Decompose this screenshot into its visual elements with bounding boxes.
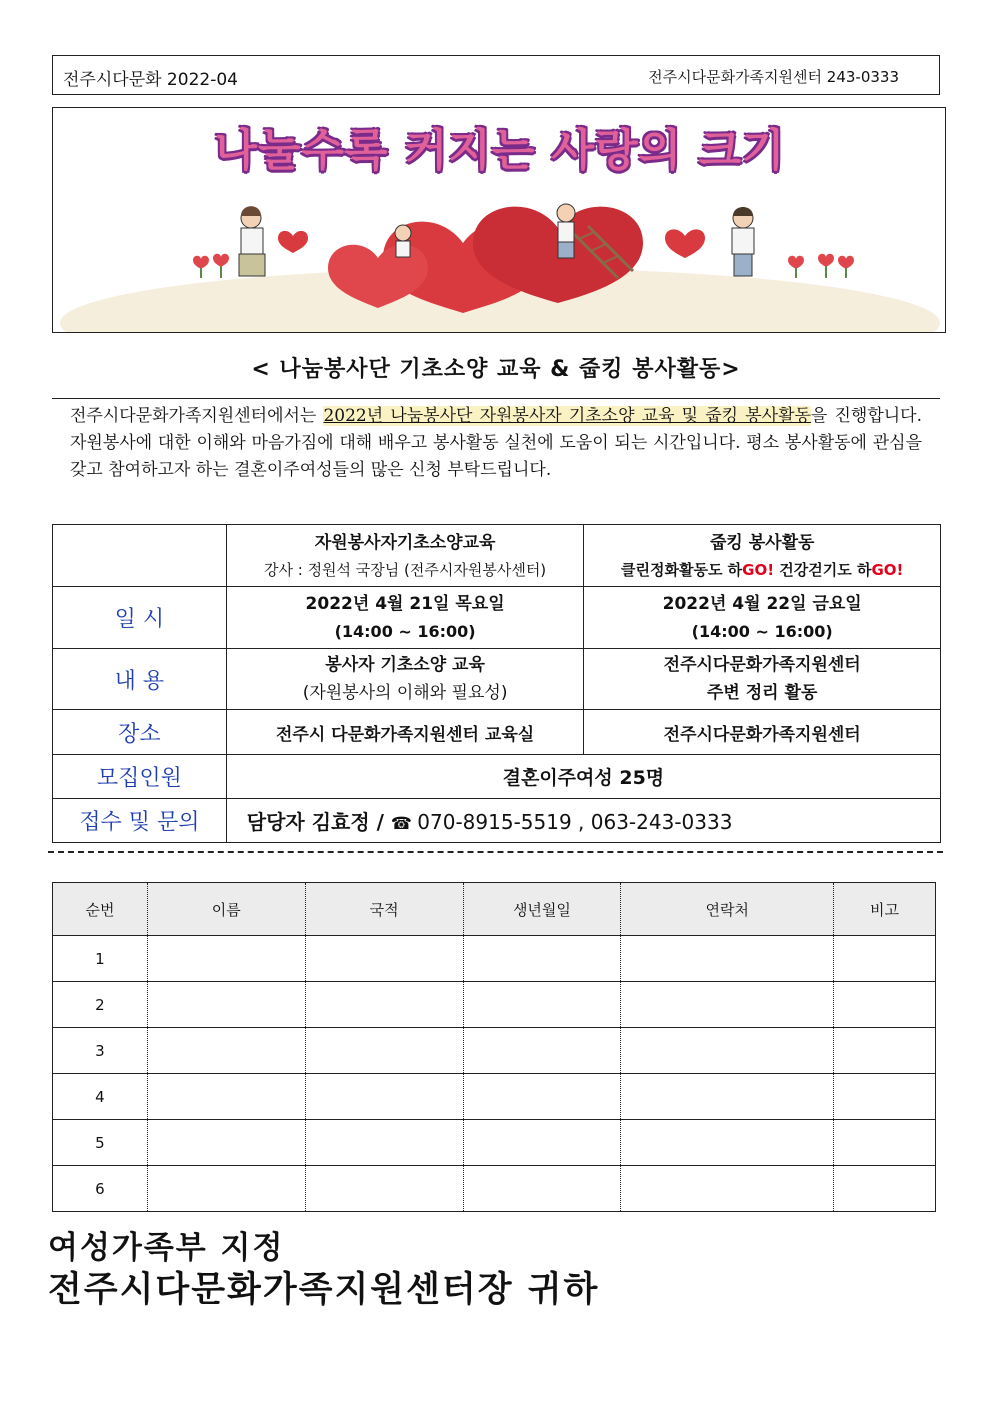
plogging-datetime-cell [584,587,941,649]
registration-table [52,882,936,1212]
table-row [53,982,936,1028]
education-datetime-cell [226,587,584,649]
footer-addressee: 전주시다문화가족지원센터장 귀하 [48,1270,600,1310]
education-header-cell [226,525,584,587]
nationality-cell[interactable] [305,1074,463,1120]
row-number: 3 [53,1028,148,1074]
contact-cell[interactable] [621,982,834,1028]
header-nationality: 국적 [305,883,463,936]
footer-designation: 여성가족부 지정 [48,1230,285,1266]
banner-title: 나눌수록 커지는 사랑의 크기 [214,125,786,176]
datetime-label: 일 시 [53,587,227,649]
slogan-go-2: GO! [871,560,904,579]
document-header [52,55,940,95]
contact-cell[interactable] [621,1166,834,1212]
registration-header-row [53,883,936,936]
place-label: 장소 [53,710,227,755]
name-cell[interactable] [147,1120,305,1166]
plogging-date: 2022년 4월 22일 금요일 [662,593,862,614]
plogging-time: (14:00 ~ 16:00) [691,621,833,641]
plogging-place: 전주시다문화가족지원센터 [584,710,941,755]
plogging-content-cell [584,649,941,710]
info-corner-cell [53,525,227,587]
birthdate-cell[interactable] [463,1166,621,1212]
birthdate-cell[interactable] [463,982,621,1028]
plogging-title: 줍킹 봉사활동 [709,532,815,553]
table-row [53,1166,936,1212]
intro-paragraph [52,398,940,484]
slogan-part-b: 건강걷기도 하 [774,560,872,579]
name-cell[interactable] [147,982,305,1028]
table-row [53,1120,936,1166]
remarks-cell[interactable] [834,1074,936,1120]
inquiry-person: 담당자 김효정 / [246,810,391,834]
row-number: 4 [53,1074,148,1120]
recruit-label: 모집인원 [53,755,227,799]
remarks-cell[interactable] [834,982,936,1028]
banner [52,107,946,333]
intro-highlight: 2022년 나눔봉사단 자원봉사자 기초소양 교육 및 줍킹 봉사활동 [323,406,811,426]
table-row [53,1074,936,1120]
nationality-cell[interactable] [305,1028,463,1074]
nationality-cell[interactable] [305,982,463,1028]
plogging-header-cell [584,525,941,587]
education-time: (14:00 ~ 16:00) [334,621,476,641]
header-birthdate: 생년월일 [463,883,621,936]
header-contact: 연락처 [621,883,834,936]
contact-cell[interactable] [621,1120,834,1166]
recruit-value: 결혼이주여성 25명 [226,755,940,799]
remarks-cell[interactable] [834,936,936,982]
education-content-cell [226,649,584,710]
nationality-cell[interactable] [305,936,463,982]
name-cell[interactable] [147,1166,305,1212]
birthdate-cell[interactable] [463,1028,621,1074]
contact-cell[interactable] [621,936,834,982]
name-cell[interactable] [147,1028,305,1074]
event-info-table [52,524,941,843]
education-place: 전주시 다문화가족지원센터 교육실 [226,710,584,755]
contact-cell[interactable] [621,1028,834,1074]
header-name: 이름 [147,883,305,936]
plogging-content-line1: 전주시다문화가족지원센터 [663,655,861,675]
table-row [53,936,936,982]
document-code: 전주시다문화 2022-04 [63,70,238,90]
name-cell[interactable] [147,1074,305,1120]
intro-after: 을 진행합니다. 자원봉사에 대한 이해와 마음가짐에 대해 배우고 봉사활동 실천에 도움이 되는 시간입니다. 평소 봉사활동에 관심을 갖고 참여하고자 하는 결혼이주여성들의 많은 신청 부탁드립니다. [70,406,923,480]
row-number: 6 [53,1166,148,1212]
remarks-cell[interactable] [834,1166,936,1212]
slogan-part-a: 클린정화활동도 하 [621,560,743,579]
datetime-row [53,587,941,649]
education-title: 자원봉사자기초소양교육 [314,532,496,553]
content-row [53,649,941,710]
intro-before: 전주시다문화가족지원센터에서는 [70,406,324,426]
row-number: 5 [53,1120,148,1166]
remarks-cell[interactable] [834,1028,936,1074]
remarks-cell[interactable] [834,1120,936,1166]
place-row [53,710,941,755]
education-content-line2: (자원봉사의 이해와 필요성) [302,683,508,703]
education-content-line1: 봉사자 기초소양 교육 [325,655,485,675]
education-date: 2022년 4월 21일 목요일 [305,593,505,614]
inquiry-label: 접수 및 문의 [53,799,227,843]
plogging-slogan [584,557,940,583]
plogging-content-line2: 주변 정리 활동 [707,683,818,703]
header-remarks: 비고 [834,883,936,936]
content-label: 내 용 [53,649,227,710]
contact-cell[interactable] [621,1074,834,1120]
header-number: 순번 [53,883,148,936]
birthdate-cell[interactable] [463,936,621,982]
inquiry-phones: 070-8915-5519 , 063-243-0333 [417,810,733,834]
name-cell[interactable] [147,936,305,982]
inquiry-value [226,799,940,843]
birthdate-cell[interactable] [463,1120,621,1166]
slogan-go-1: GO! [742,560,775,579]
phone-icon: ☎ [390,814,413,834]
table-row [53,1028,936,1074]
nationality-cell[interactable] [305,1120,463,1166]
info-header-row [53,525,941,587]
inquiry-row [53,799,941,843]
education-instructor: 강사 : 정원석 국장님 (전주시자원봉사센터) [264,560,547,579]
row-number: 2 [53,982,148,1028]
nationality-cell[interactable] [305,1166,463,1212]
center-contact: 전주시다문화가족지원센터 243-0333 [648,68,899,86]
event-subtitle: < 나눔봉사단 기초소양 교육 & 줍킹 봉사활동> [251,357,741,382]
row-number: 1 [53,936,148,982]
cut-line-divider [48,851,943,853]
birthdate-cell[interactable] [463,1074,621,1120]
recruit-row [53,755,941,799]
